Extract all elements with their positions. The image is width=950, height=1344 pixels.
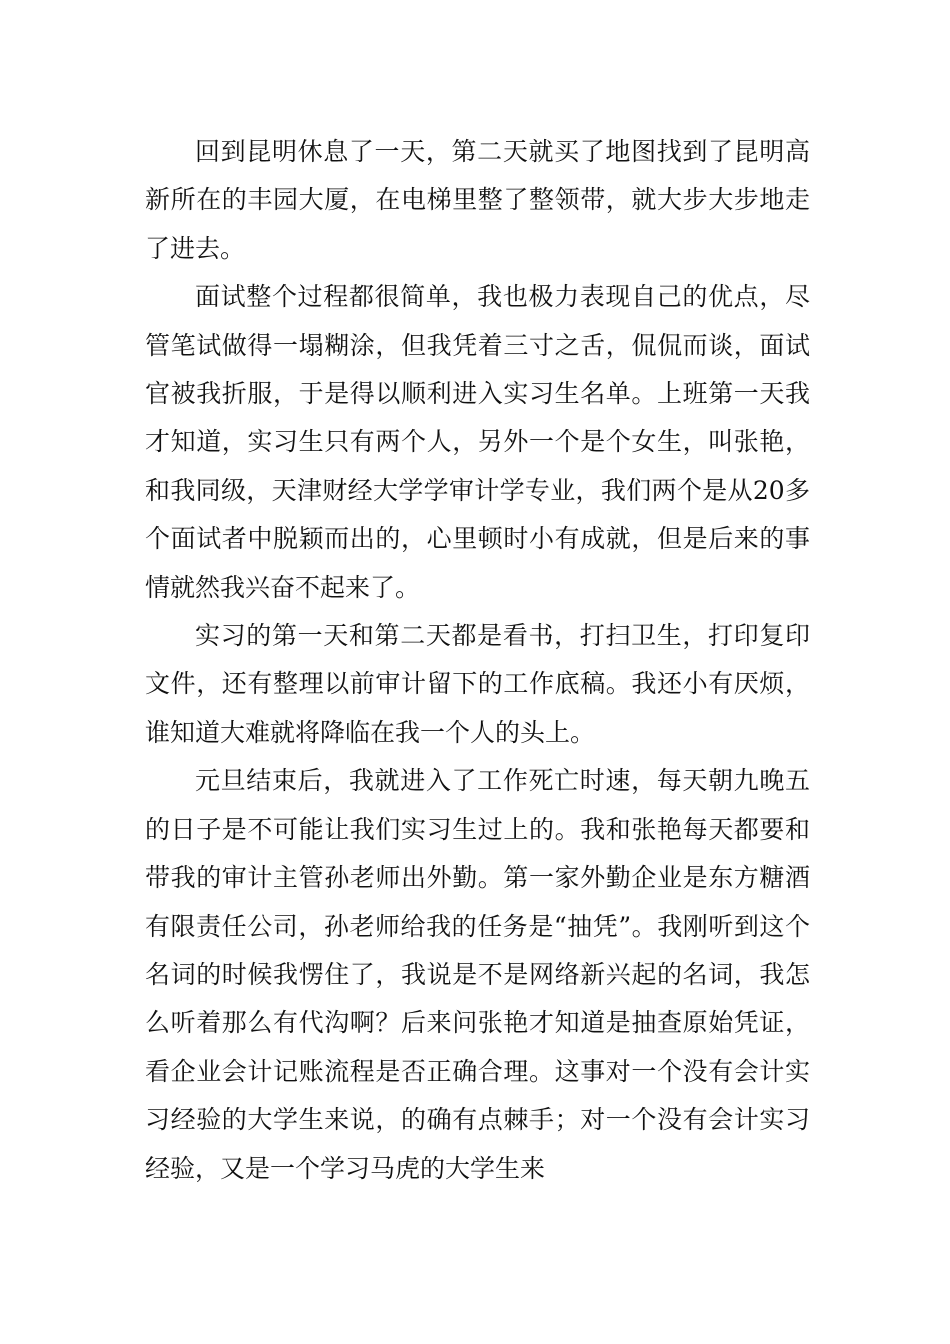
paragraph-1: 回到昆明休息了一天，第二天就买了地图找到了昆明高新所在的丰园大厦，在电梯里整了整领带，就大步大步地走了进去。 — [145, 137, 810, 263]
paragraph-2: 面试整个过程都很简单，我也极力表现自己的优点，尽管笔试做得一塌糊涂，但我凭着三寸之舌，侃侃而谈，面试官被我折服，于是得以顺利进入实习生名单。上班第一天我才知道，实习生只有两个人，另外一个是个女生，叫张艳，和我同级，天津财经大学学审计学专业，我们两个是从20多个面试者中脱颖而出的，心里顿时小有成就，但是后来的事情就然我兴奋不起来了。 — [145, 282, 810, 602]
paragraph-4: 元旦结束后，我就进入了工作死亡时速，每天朝九晚五的日子是不可能让我们实习生过上的。我和张艳每天都要和带我的审计主管孙老师出外勤。第一家外勤企业是东方糖酒有限责任公司，孙老师给我的任务是“抽凭”。我刚听到这个名词的时候我愣住了，我说是不是网络新兴起的名词，我怎么听着那么有代沟啊？后来问张艳才知道是抽查原始凭证，看企业会计记账流程是否正确合理。这事对一个没有会计实习经验的大学生来说，的确有点棘手；对一个没有会计实习经验，又是一个学习马虎的大学生来 — [145, 766, 810, 1183]
paragraph-3: 实习的第一天和第二天都是看书，打扫卫生，打印复印文件，还有整理以前审计留下的工作底稿。我还小有厌烦，谁知道大难就将降临在我一个人的头上。 — [145, 621, 810, 747]
document-body — [145, 128, 810, 1193]
